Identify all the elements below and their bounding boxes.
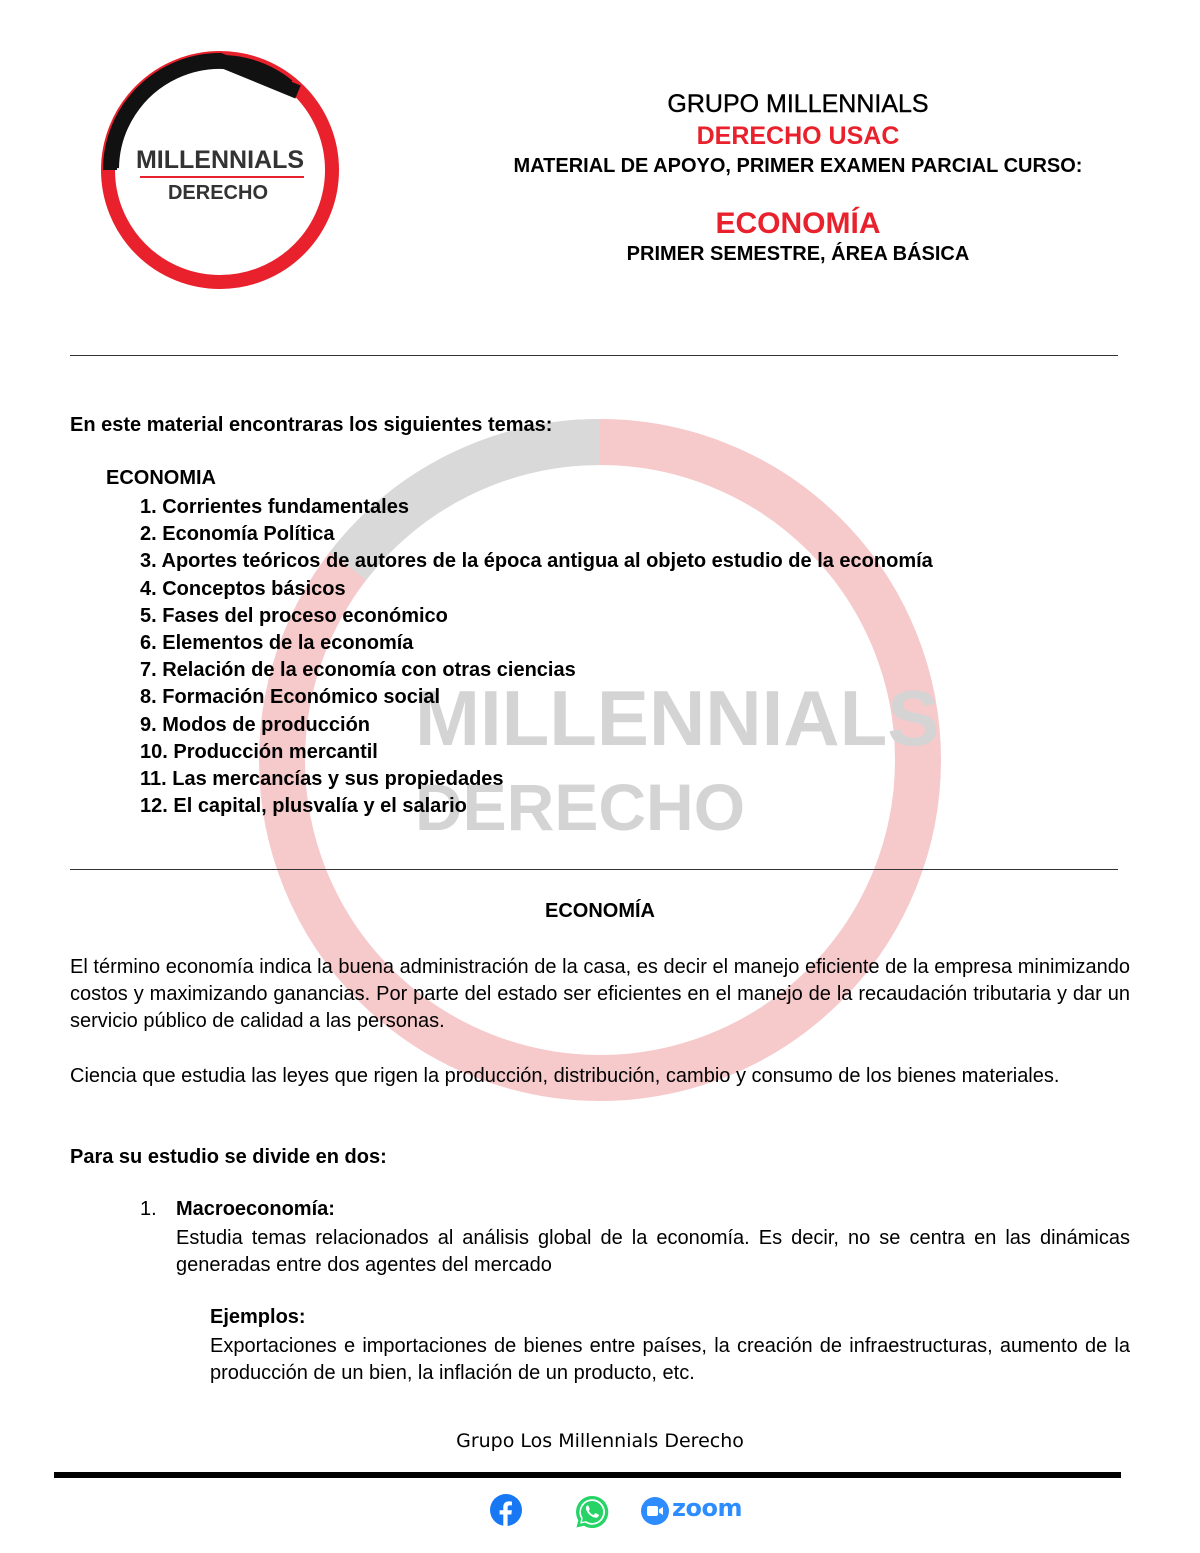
logo	[98, 48, 342, 292]
toc-item: 4. Conceptos básicos	[140, 577, 346, 600]
intro-text: En este material encontraras los siguientes temas:	[70, 414, 553, 436]
footer-text: Grupo Los Millennials Derecho	[456, 1430, 744, 1452]
zoom-icon	[640, 1496, 670, 1526]
logo-line1: MILLENNIALS	[135, 146, 305, 174]
toc-item: 1. Corrientes fundamentales	[140, 496, 409, 518]
logo-line2: DERECHO	[167, 182, 269, 204]
zoom-label: zoom	[672, 1494, 742, 1522]
watermark-line2: DERECHO	[415, 770, 746, 844]
zoom-link[interactable]	[640, 1494, 740, 1528]
toc-item: 5. Fases del proceso económico	[140, 604, 448, 627]
toc-item: 12. El capital, plusvalía y el salario	[140, 795, 467, 818]
toc-item: 11. Las mercancías y sus propiedades	[140, 768, 504, 791]
toc-list	[140, 494, 933, 820]
examples-description: Exportaciones e importaciones de bienes entre países, la creación de infraestructuras, aumento de la producción de un bien, la inflación de un producto, etc.	[210, 1335, 1130, 1384]
list-number: 1.	[140, 1198, 157, 1220]
paragraph-definition: El término economía indica la buena administración de la casa, es decir el manejo eficiente de la empresa minimizando costos y maximizando ganancias. Por parte del estado ser eficientes en el manejo de la recaudación tributaria y dar un servicio público de calidad a las personas.	[70, 956, 1130, 1032]
footer-divider	[54, 1472, 1121, 1478]
macro-description: Estudia temas relacionados al análisis global de la economía. Es decir, no se centra en las dinámicas generadas entre dos agentes del mercado	[176, 1227, 1130, 1276]
toc-item: 7. Relación de la economía con otras ciencias	[140, 659, 576, 682]
header-material: MATERIAL DE APOYO, PRIMER EXAMEN PARCIAL CURSO:	[513, 155, 1083, 177]
header-group: GRUPO MILLENNIALS	[667, 90, 929, 118]
header-semester: PRIMER SEMESTRE, ÁREA BÁSICA	[626, 243, 970, 265]
watermark-line1: MILLENNIALS	[415, 674, 940, 762]
paragraph-science: Ciencia que estudia las leyes que rigen la producción, distribución, cambio y consumo de los bienes materiales.	[70, 1065, 1060, 1087]
examples-title: Ejemplos:	[210, 1306, 306, 1328]
divider-top	[70, 355, 1118, 356]
toc-item: 6. Elementos de la economía	[140, 632, 414, 655]
toc-item: 9. Modos de producción	[140, 713, 371, 736]
toc-item: 3. Aportes teóricos de autores de la época antigua al objeto estudio de la economía	[140, 550, 933, 573]
divider-middle	[70, 869, 1118, 870]
section-title: ECONOMÍA	[545, 900, 655, 922]
division-heading: Para su estudio se divide en dos:	[70, 1146, 387, 1168]
whatsapp-icon[interactable]	[574, 1494, 610, 1530]
toc-title: ECONOMIA	[106, 467, 216, 489]
toc-item: 8. Formación Económico social	[140, 686, 441, 709]
facebook-icon[interactable]	[490, 1494, 522, 1526]
macro-title: Macroeconomía:	[176, 1198, 335, 1220]
toc-item: 10. Producción mercantil	[140, 740, 378, 763]
header-course: ECONOMÍA	[715, 207, 881, 240]
header-derecho: DERECHO USAC	[696, 122, 900, 150]
toc-item: 2. Economía Política	[140, 523, 335, 546]
